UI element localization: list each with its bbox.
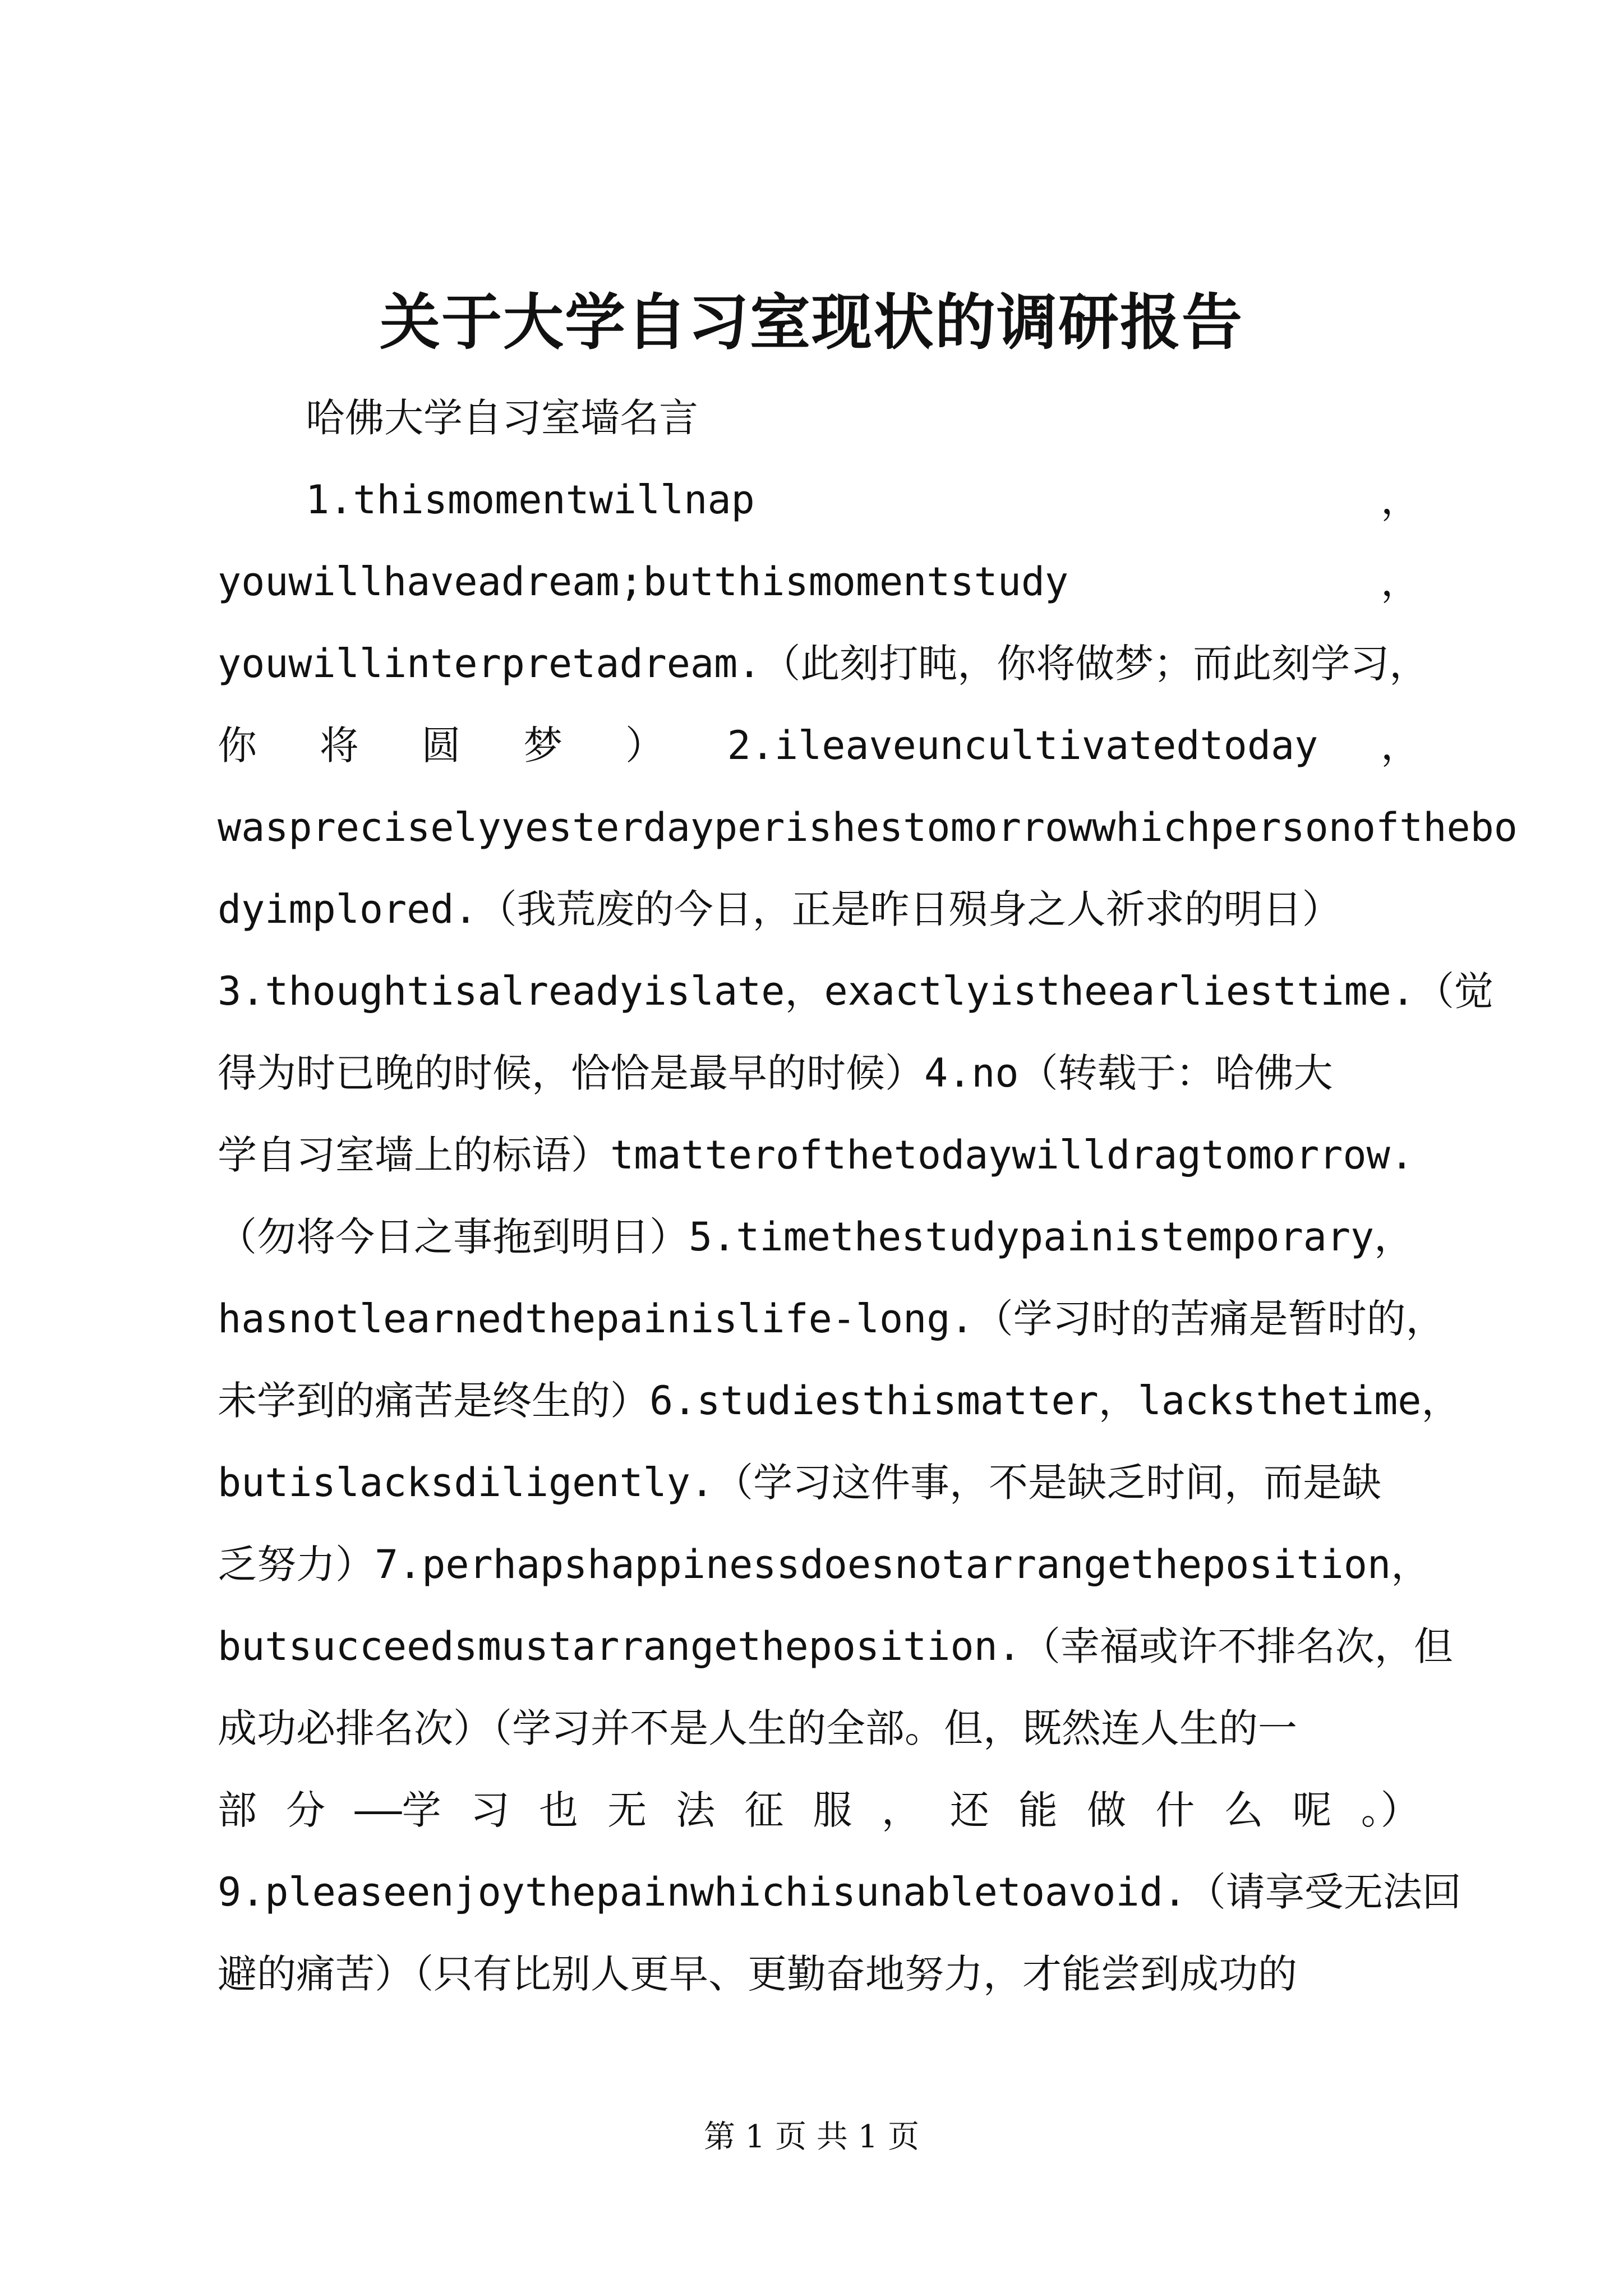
body-line: butsucceedsmustarrangetheposition.（幸福或许不排名次，但: [218, 1623, 1453, 1669]
body-line: 得为时已晚的时候，恰恰是最早的时候）4.no（转载于：哈佛大: [218, 1050, 1333, 1096]
line-segment: ，: [881, 1787, 921, 1833]
line-segment: 圆: [421, 723, 461, 769]
body-line: （勿将今日之事拖到明日）5.timethestudypainistemporary，: [218, 1214, 1414, 1260]
line-segment: 呢: [1292, 1787, 1332, 1833]
line-segment: 努: [257, 1542, 296, 1588]
body-line: [218, 1524, 1431, 1605]
line-segment: ）: [335, 1542, 375, 1588]
body-line: [218, 541, 1420, 623]
line-segment: 将: [319, 723, 359, 769]
line-segment: ，: [1381, 477, 1420, 523]
line-segment: 分: [286, 1787, 326, 1833]
line-segment: 部: [218, 1787, 257, 1833]
line-segment: 力: [296, 1542, 335, 1588]
body-line: 成功必排名次）（学习并不是人生的全部。但，既然连人生的一: [218, 1705, 1297, 1751]
line-segment: 能: [1018, 1787, 1058, 1833]
body-line: 避的痛苦）（只有比别人更早、更勤奋地努力，才能尝到成功的: [218, 1951, 1297, 1997]
line-segment: 你: [218, 723, 257, 769]
line-segment: ）: [625, 723, 665, 769]
line-segment: 梦: [523, 723, 563, 769]
line-segment: 做: [1087, 1787, 1127, 1833]
line-segment: ——学: [354, 1787, 441, 1833]
body-line: dyimplored.（我荒废的今日，正是昨日殒身之人祈求的明日）: [218, 886, 1341, 932]
line-segment: ，: [1381, 559, 1420, 605]
body-line: 9.pleaseenjoythepainwhichisunabletoavoid.（请享受无法回: [218, 1869, 1461, 1915]
body-line: 未学到的痛苦是终生的）6.studiesthismatter，lacksthetime，: [218, 1378, 1461, 1424]
line-segment: ，: [1391, 1542, 1431, 1588]
line-segment: ，: [1381, 723, 1420, 769]
body-line: waspreciselyyesterdayperishestomorrowwhichpersonofthebo: [218, 804, 1518, 850]
line-segment: 无: [607, 1787, 647, 1833]
body-line: 3.thoughtisalreadyislate，exactlyistheearliesttime.（觉: [218, 968, 1494, 1014]
line-segment: 。）: [1361, 1787, 1420, 1833]
line-segment: 7.perhapshappinessdoesnotarrangetheposition: [375, 1542, 1391, 1588]
body-line: [218, 705, 1420, 786]
line-segment: 乏: [218, 1542, 257, 1588]
line-segment: 法: [676, 1787, 716, 1833]
line-segment: youwillhaveadream;butthismomentstudy: [218, 559, 1069, 605]
line-segment: 习: [470, 1787, 510, 1833]
page-footer: 第 1 页 共 1 页: [703, 2119, 920, 2155]
line-segment: 也: [538, 1787, 578, 1833]
line-segment: 么: [1224, 1787, 1264, 1833]
line-segment: 2.ileaveuncultivatedtoday: [727, 723, 1318, 769]
line-segment: 服: [813, 1787, 852, 1833]
document-subtitle: 哈佛大学自习室墙名言: [306, 395, 698, 441]
document-title: 关于大学自习室现状的调研报告: [379, 287, 1243, 358]
body-line: [218, 1769, 1420, 1851]
body-line: 学自习室墙上的标语）tmatterofthetodaywilldragtomorrow.: [218, 1132, 1414, 1178]
line-segment: 1.thismomentwillnap: [306, 477, 755, 523]
body-line: butislacksdiligently.（学习这件事，不是缺乏时间，而是缺: [218, 1460, 1382, 1506]
body-line: [306, 459, 1420, 541]
line-segment: 还: [949, 1787, 989, 1833]
body-line: hasnotlearnedthepainislife-long.（学习时的苦痛是暂时的，: [218, 1296, 1445, 1342]
body-line: youwillinterpretadream.（此刻打盹，你将做梦；而此刻学习，: [218, 641, 1429, 687]
line-segment: 什: [1155, 1787, 1195, 1833]
line-segment: 征: [744, 1787, 784, 1833]
